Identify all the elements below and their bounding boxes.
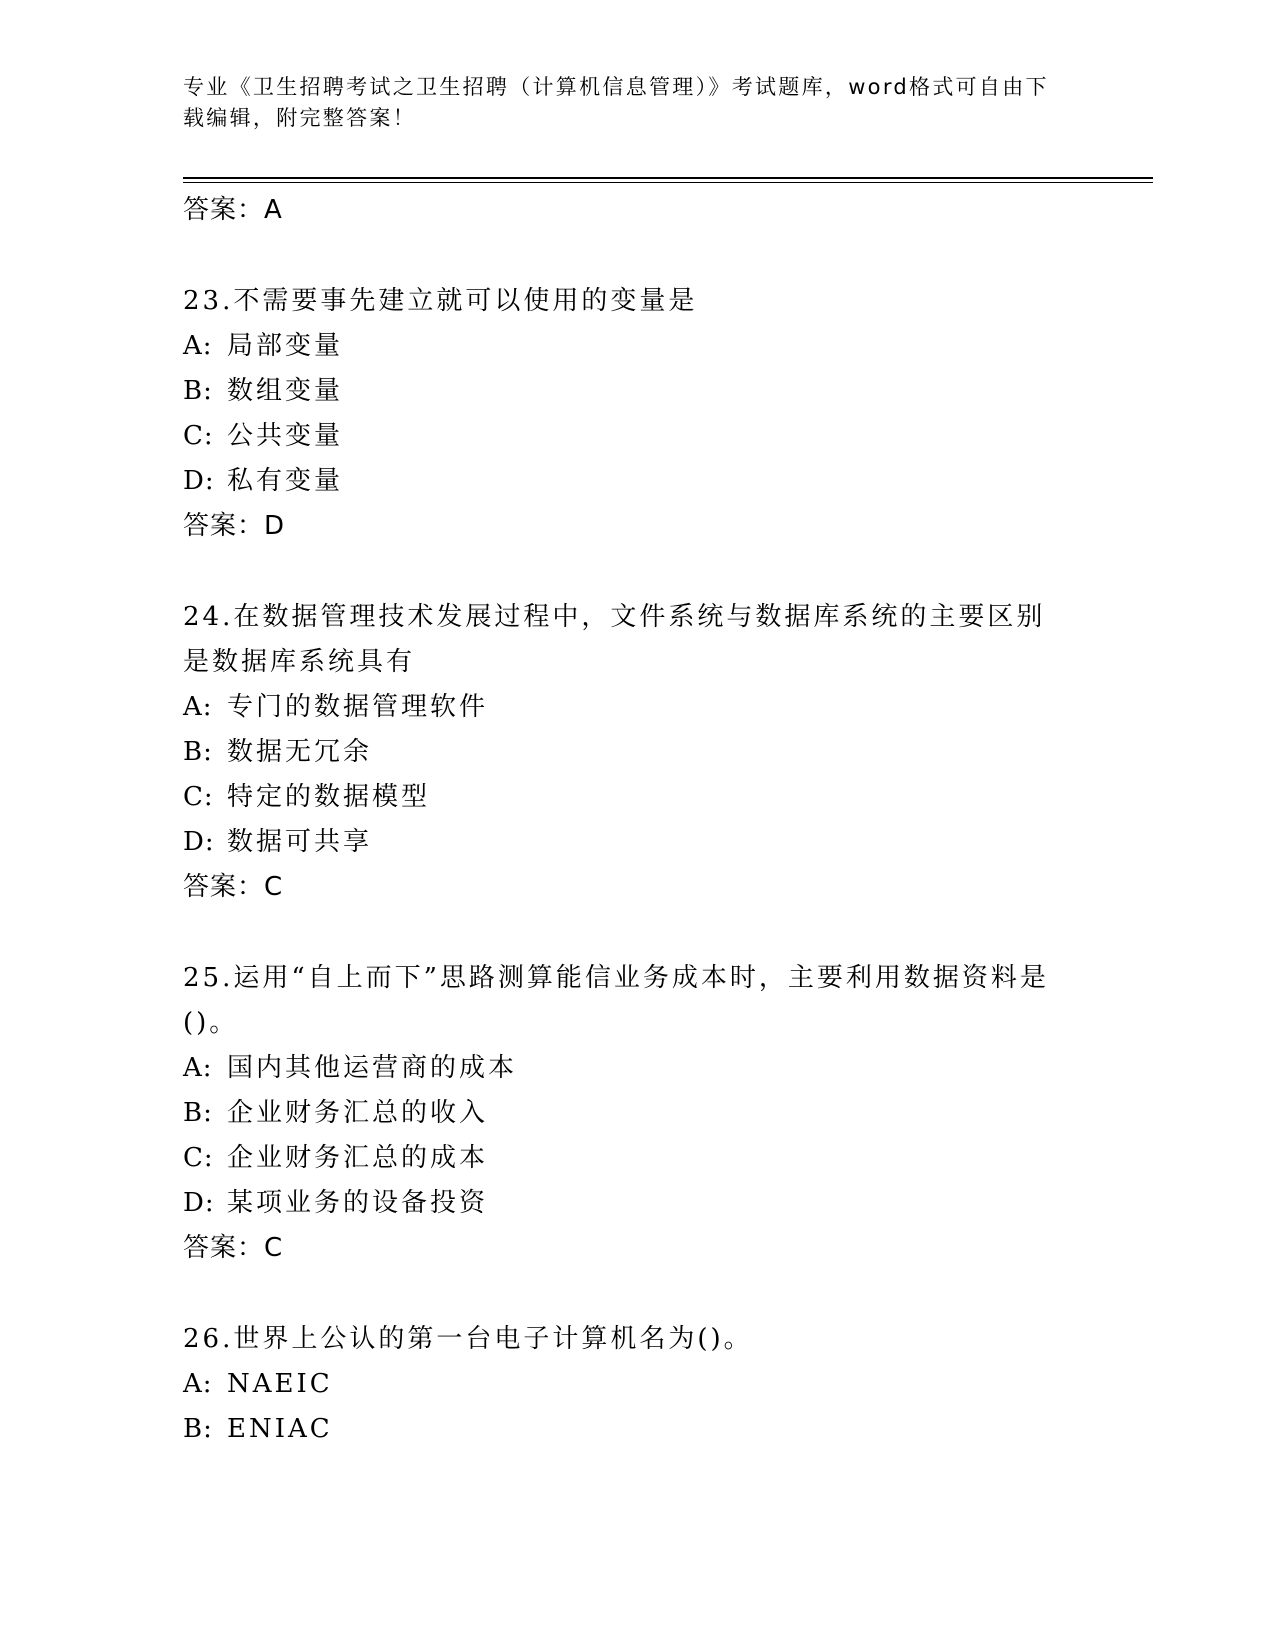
option-letter: D:	[183, 827, 215, 857]
option-text: 局部变量	[227, 331, 344, 361]
option-letter: A:	[183, 1053, 213, 1083]
option-letter: A:	[183, 1369, 213, 1399]
option-letter: B:	[183, 1098, 213, 1128]
option-b	[183, 730, 1083, 775]
answer-line: 答案：A	[183, 195, 283, 225]
option-letter: B:	[183, 376, 213, 406]
option-text: 专门的数据管理软件	[227, 692, 489, 722]
question-item	[183, 1317, 1083, 1452]
question-item	[183, 956, 1083, 1271]
option-text: 数据可共享	[227, 827, 373, 857]
option-letter: C:	[183, 782, 214, 812]
option-d	[183, 459, 1083, 504]
option-d	[183, 1181, 1083, 1226]
option-letter: C:	[183, 421, 214, 451]
option-text: 特定的数据模型	[227, 782, 431, 812]
option-text: 私有变量	[227, 466, 344, 496]
header-divider-thick	[183, 177, 1153, 179]
question-text: 25.运用“自上而下”思路测算能信业务成本时，主要利用数据资料是()。	[183, 963, 1049, 1038]
answer-line: 答案：C	[183, 872, 284, 902]
option-a	[183, 324, 1083, 369]
question-text: 23.不需要事先建立就可以使用的变量是	[183, 286, 698, 316]
answer-line: 答案：D	[183, 511, 286, 541]
answer-line: 答案：C	[183, 1233, 284, 1263]
option-letter: A:	[183, 331, 213, 361]
question-text: 26.世界上公认的第一台电子计算机名为()。	[183, 1324, 753, 1354]
option-b	[183, 1091, 1083, 1136]
option-text: 国内其他运营商的成本	[227, 1053, 518, 1083]
option-a	[183, 1362, 1083, 1407]
option-letter: C:	[183, 1143, 214, 1173]
option-b	[183, 1407, 1083, 1452]
option-text: 数据无冗余	[227, 737, 373, 767]
option-text: 某项业务的设备投资	[227, 1188, 489, 1218]
document-header: 专业《卫生招聘考试之卫生招聘（计算机信息管理）》考试题库，word格式可自由下载编辑，附完整答案！	[183, 75, 1049, 130]
option-letter: A:	[183, 692, 213, 722]
question-text: 24.在数据管理技术发展过程中，文件系统与数据库系统的主要区别是数据库系统具有	[183, 602, 1046, 677]
question-item	[183, 279, 1083, 549]
question-item	[183, 595, 1083, 910]
option-text: 企业财务汇总的收入	[227, 1098, 489, 1128]
option-letter: B:	[183, 737, 213, 767]
option-letter: B:	[183, 1414, 213, 1444]
option-letter: D:	[183, 1188, 215, 1218]
option-a	[183, 1046, 1083, 1091]
option-letter: D:	[183, 466, 215, 496]
option-c	[183, 414, 1083, 459]
question-list	[183, 188, 1083, 1452]
option-b	[183, 369, 1083, 414]
header-divider-thin	[183, 182, 1153, 183]
option-text: NAEIC	[227, 1369, 333, 1399]
option-text: 企业财务汇总的成本	[227, 1143, 489, 1173]
option-text: 公共变量	[227, 421, 344, 451]
option-text: ENIAC	[227, 1414, 333, 1444]
option-a	[183, 685, 1083, 730]
option-d	[183, 820, 1083, 865]
option-c	[183, 1136, 1083, 1181]
option-text: 数组变量	[227, 376, 344, 406]
option-c	[183, 775, 1083, 820]
